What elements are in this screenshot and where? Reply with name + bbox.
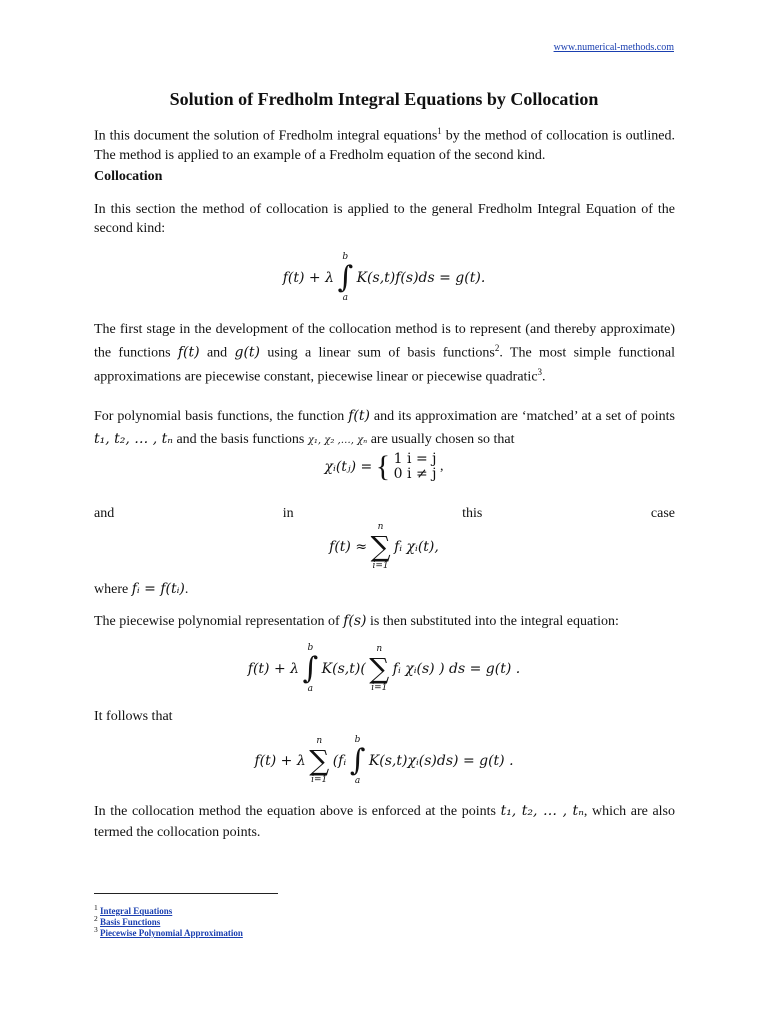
- paragraph-where: where fᵢ = f(tᵢ).: [94, 581, 189, 597]
- paragraph-basis-functions: The first stage in the development of the collocation method is to represent (and thereby approximate) the functions f(t) and g(t) using a linear sum of basis functions$^2$. The most simple functional approximations are piecewise constant, piecewise linear or piecewise quadratic$^3$.: [94, 322, 675, 385]
- footnote-ref-2[interactable]: 2: [494, 343, 500, 353]
- paragraph-polynomial-basis: For polynomial basis functions, the function f(t) and its approximation are ‘matched’ at a set of points t₁, t₂, … , tₙ and the basis functions χ₁, χ₂ ,…, χₙ are usually chosen so that: [94, 408, 675, 447]
- equation-kronecker: χᵢ(tⱼ) = { 1 i = j 0 i ≠ j ,: [324, 450, 444, 483]
- section-heading: Collocation: [94, 169, 163, 184]
- integral-sign: b ∫ a: [302, 643, 319, 694]
- summation-sign: n ∑ i=1: [309, 736, 330, 785]
- footnote-link-piecewise-polynomial[interactable]: Piecewise Polynomial Approximation: [100, 928, 243, 938]
- paragraph-collocation-points: In the collocation method the equation above is enforced at the points t₁, t₂, … , tₙ, which are also termed the collocation points.: [94, 803, 676, 840]
- footnote-link-basis-functions[interactable]: Basis Functions: [100, 917, 161, 927]
- equation-substituted: f(t) + λ b ∫ a K(s,t)( n ∑ i=1 fᵢ χᵢ(s) ) ds = g(t) .: [247, 643, 521, 694]
- intro-paragraph: In this document the solution of Fredholm integral equations$^1$ by the method of collocation is outlined. The method is applied to an example of a Fredholm equation of the second kind.: [94, 126, 675, 163]
- footnote-link-integral-equations[interactable]: Integral Equations: [100, 906, 173, 916]
- footnote-ref-3[interactable]: 3: [537, 366, 543, 377]
- footnote-2: $^2$ Basis Functions: [94, 914, 161, 927]
- summation-sign: n ∑ i=1: [370, 522, 391, 571]
- page-title: Solution of Fredholm Integral Equations by Collocation: [169, 89, 599, 109]
- equation-approximation: f(t) ≈ n ∑ i=1 fᵢ χᵢ(t),: [329, 522, 439, 571]
- integral-sign: b ∫ a: [337, 252, 354, 303]
- equation-fredholm: f(t) + λ b ∫ a K(s,t)f(s)ds = g(t).: [282, 252, 486, 303]
- footnote-3: $^3$ Piecewise Polynomial Approximation: [94, 925, 243, 938]
- summation-sign: n ∑ i=1: [369, 644, 390, 693]
- paragraph-it-follows: It follows that: [94, 709, 173, 724]
- footnote-divider: [94, 893, 278, 894]
- footnote-1: $^1$ Integral Equations: [94, 903, 173, 916]
- website-link[interactable]: www.numerical-methods.com: [553, 42, 674, 53]
- integral-sign: b ∫ a: [349, 735, 366, 786]
- footnote-ref-1[interactable]: 1: [437, 126, 442, 136]
- and-in-this-case-line: and in this case: [94, 506, 675, 521]
- paragraph-substitution: The piecewise polynomial representation of f(s) is then substituted into the integral equation:: [94, 613, 619, 629]
- paragraph-general-equation: In this section the method of collocation is applied to the general Fredholm Integral Equation of the second kind:: [94, 202, 675, 236]
- equation-collocation: f(t) + λ n ∑ i=1 (fᵢ b ∫ a K(s,t)χᵢ(s)ds) = g(t) .: [254, 735, 514, 786]
